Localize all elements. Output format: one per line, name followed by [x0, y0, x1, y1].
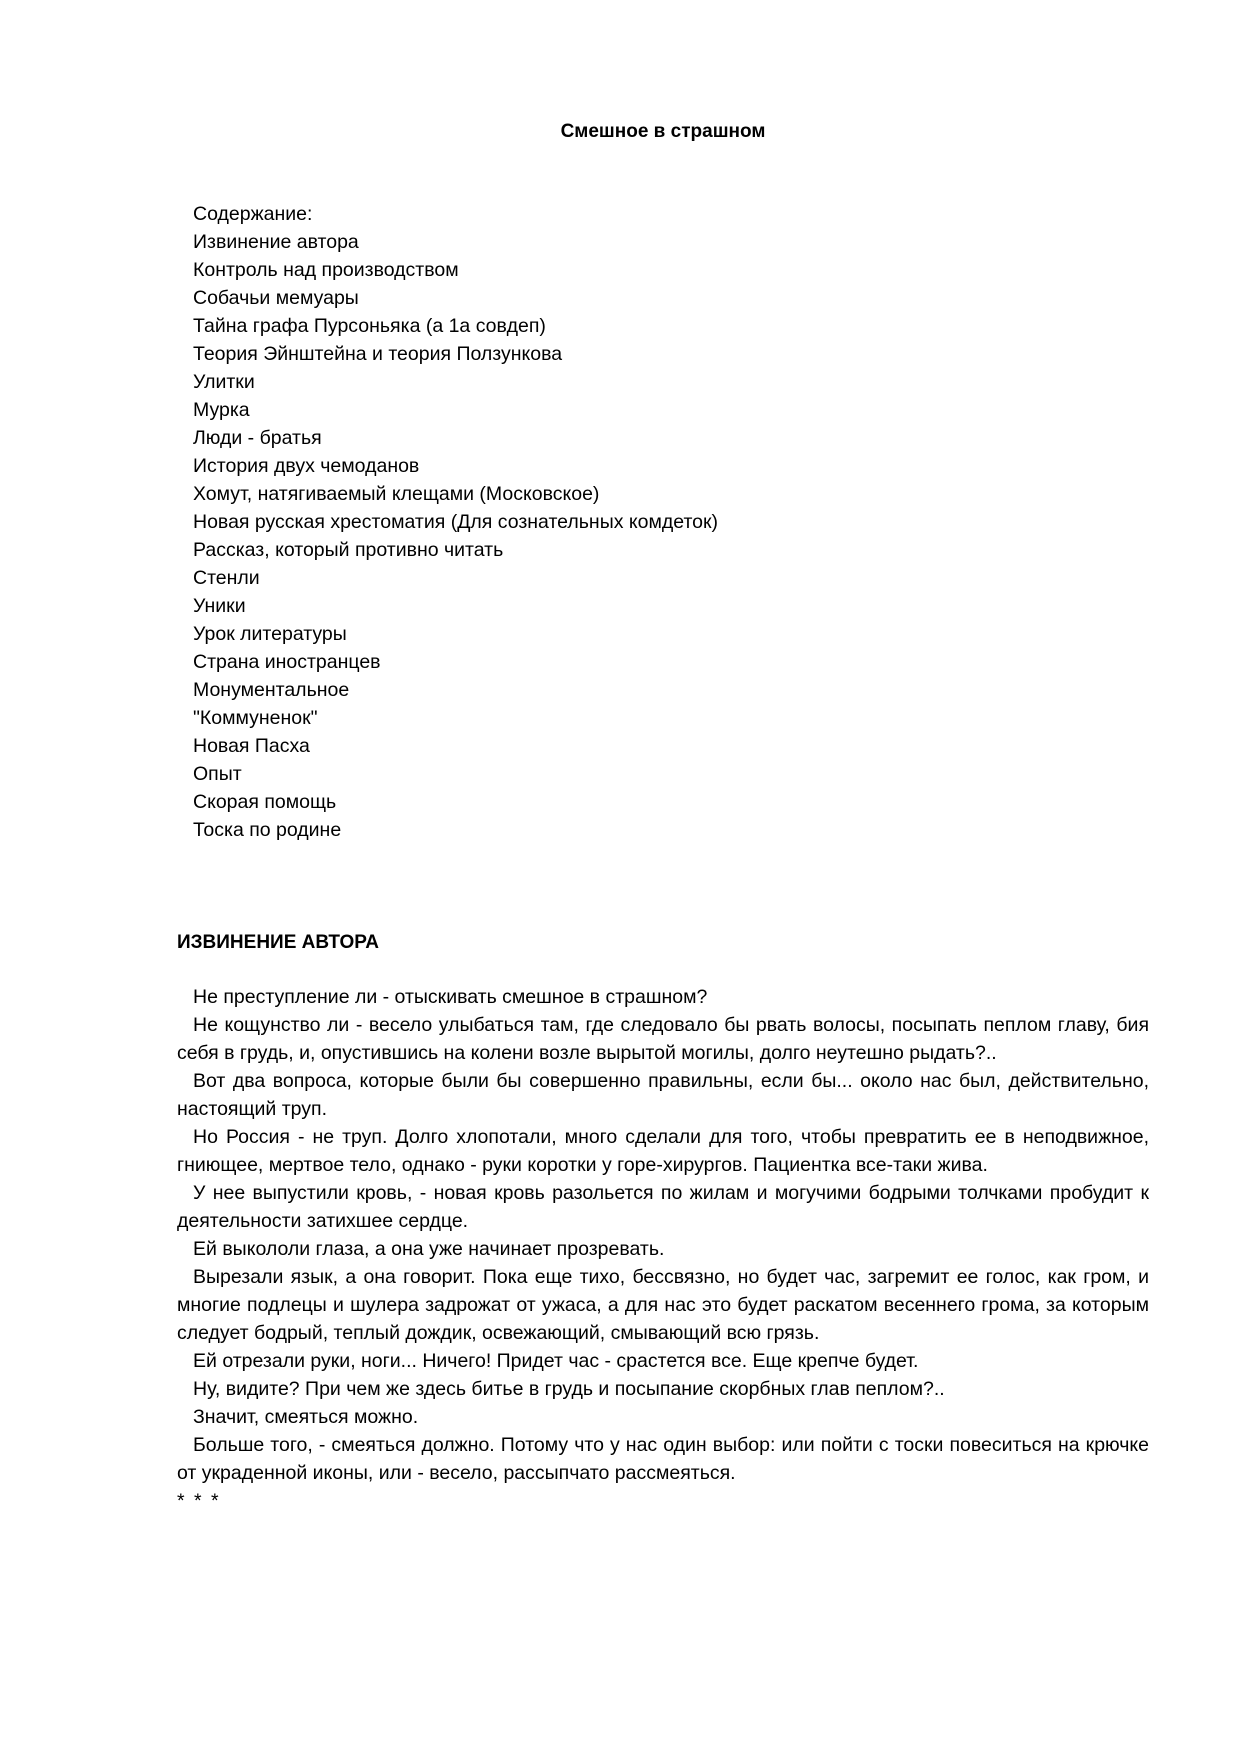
toc-item: Извинение автора	[193, 231, 359, 253]
table-of-contents	[193, 200, 718, 844]
toc-item: Стенли	[193, 567, 260, 589]
toc-item: Урок литературы	[193, 623, 347, 645]
toc-item: Новая Пасха	[193, 735, 310, 757]
section-separator: * * *	[177, 1490, 221, 1512]
toc-item: Хомут, натягиваемый клещами (Московское)	[193, 483, 600, 505]
toc-item: Уники	[193, 595, 246, 617]
toc-item: Новая русская хрестоматия (Для сознательных комдеток)	[193, 511, 719, 533]
paragraph: Вот два вопроса, которые были бы совершенно правильны, если бы... около нас был, действительно, настоящий труп.	[177, 1070, 1149, 1120]
toc-item: Собачьи мемуары	[193, 287, 359, 309]
toc-item: "Коммуненок"	[193, 707, 318, 729]
toc-item: Страна иностранцев	[193, 651, 381, 673]
paragraph: Не кощунство ли - весело улыбаться там, где следовало бы рвать волосы, посыпать пеплом главу, бия себя в грудь, и, опустившись на колени возле вырытой могилы, долго неутешно рыдать?..	[177, 1014, 1149, 1064]
paragraph: Вырезали язык, а она говорит. Пока еще тихо, бессвязно, но будет час, загремит ее голос, как гром, и многие подлецы и шулера задрожат от ужаса, а для нас это будет раскатом весеннего грома, за которым следует бодрый, теплый дождик, освежающий, смывающий всю грязь.	[177, 1266, 1149, 1344]
section-body	[177, 983, 1149, 1515]
toc-item: Опыт	[193, 763, 242, 785]
paragraph: У нее выпустили кровь, - новая кровь разольется по жилам и могучими бодрыми толчками пробудит к деятельности затихшее сердце.	[177, 1182, 1149, 1232]
paragraph: Не преступление ли - отыскивать смешное в страшном?	[193, 986, 708, 1008]
toc-heading: Содержание:	[193, 203, 313, 225]
toc-item: Монументальное	[193, 679, 350, 701]
toc-item: Теория Эйнштейна и теория Ползункова	[193, 343, 563, 365]
toc-item: Улитки	[193, 371, 255, 393]
toc-item: Мурка	[193, 399, 250, 421]
toc-item: Люди - братья	[193, 427, 322, 449]
toc-item: Рассказ, который противно читать	[193, 539, 504, 561]
paragraph: Ей выкололи глаза, а она уже начинает прозревать.	[193, 1238, 665, 1260]
section-title: ИЗВИНЕНИЕ АВТОРА	[177, 932, 380, 953]
paragraph: Ей отрезали руки, ноги... Ничего! Придет час - срастется все. Еще крепче будет.	[193, 1350, 919, 1372]
toc-item: Тоска по родине	[193, 819, 342, 841]
paragraph: Но Россия - не труп. Долго хлопотали, много сделали для того, чтобы превратить ее в неподвижное, гниющее, мертвое тело, однако - руки коротки у горе-хирургов. Пациентка все-таки жива.	[177, 1126, 1149, 1176]
toc-item: Скорая помощь	[193, 791, 337, 813]
paragraph: Больше того, - смеяться должно. Потому что у нас один выбор: или пойти с тоски повеситься на крючке от украденной иконы, или - весело, рассыпчато рассмеяться.	[177, 1434, 1149, 1484]
paragraph: Значит, смеяться можно.	[193, 1406, 419, 1428]
paragraph: Ну, видите? При чем же здесь битье в грудь и посыпание скорбных глав пеплом?..	[193, 1378, 945, 1400]
toc-item: Контроль над производством	[193, 259, 459, 281]
toc-item: История двух чемоданов	[193, 455, 420, 477]
document-title: Смешное в страшном	[560, 121, 766, 142]
toc-item: Тайна графа Пурсоньяка (а 1а совдеп)	[193, 315, 546, 337]
